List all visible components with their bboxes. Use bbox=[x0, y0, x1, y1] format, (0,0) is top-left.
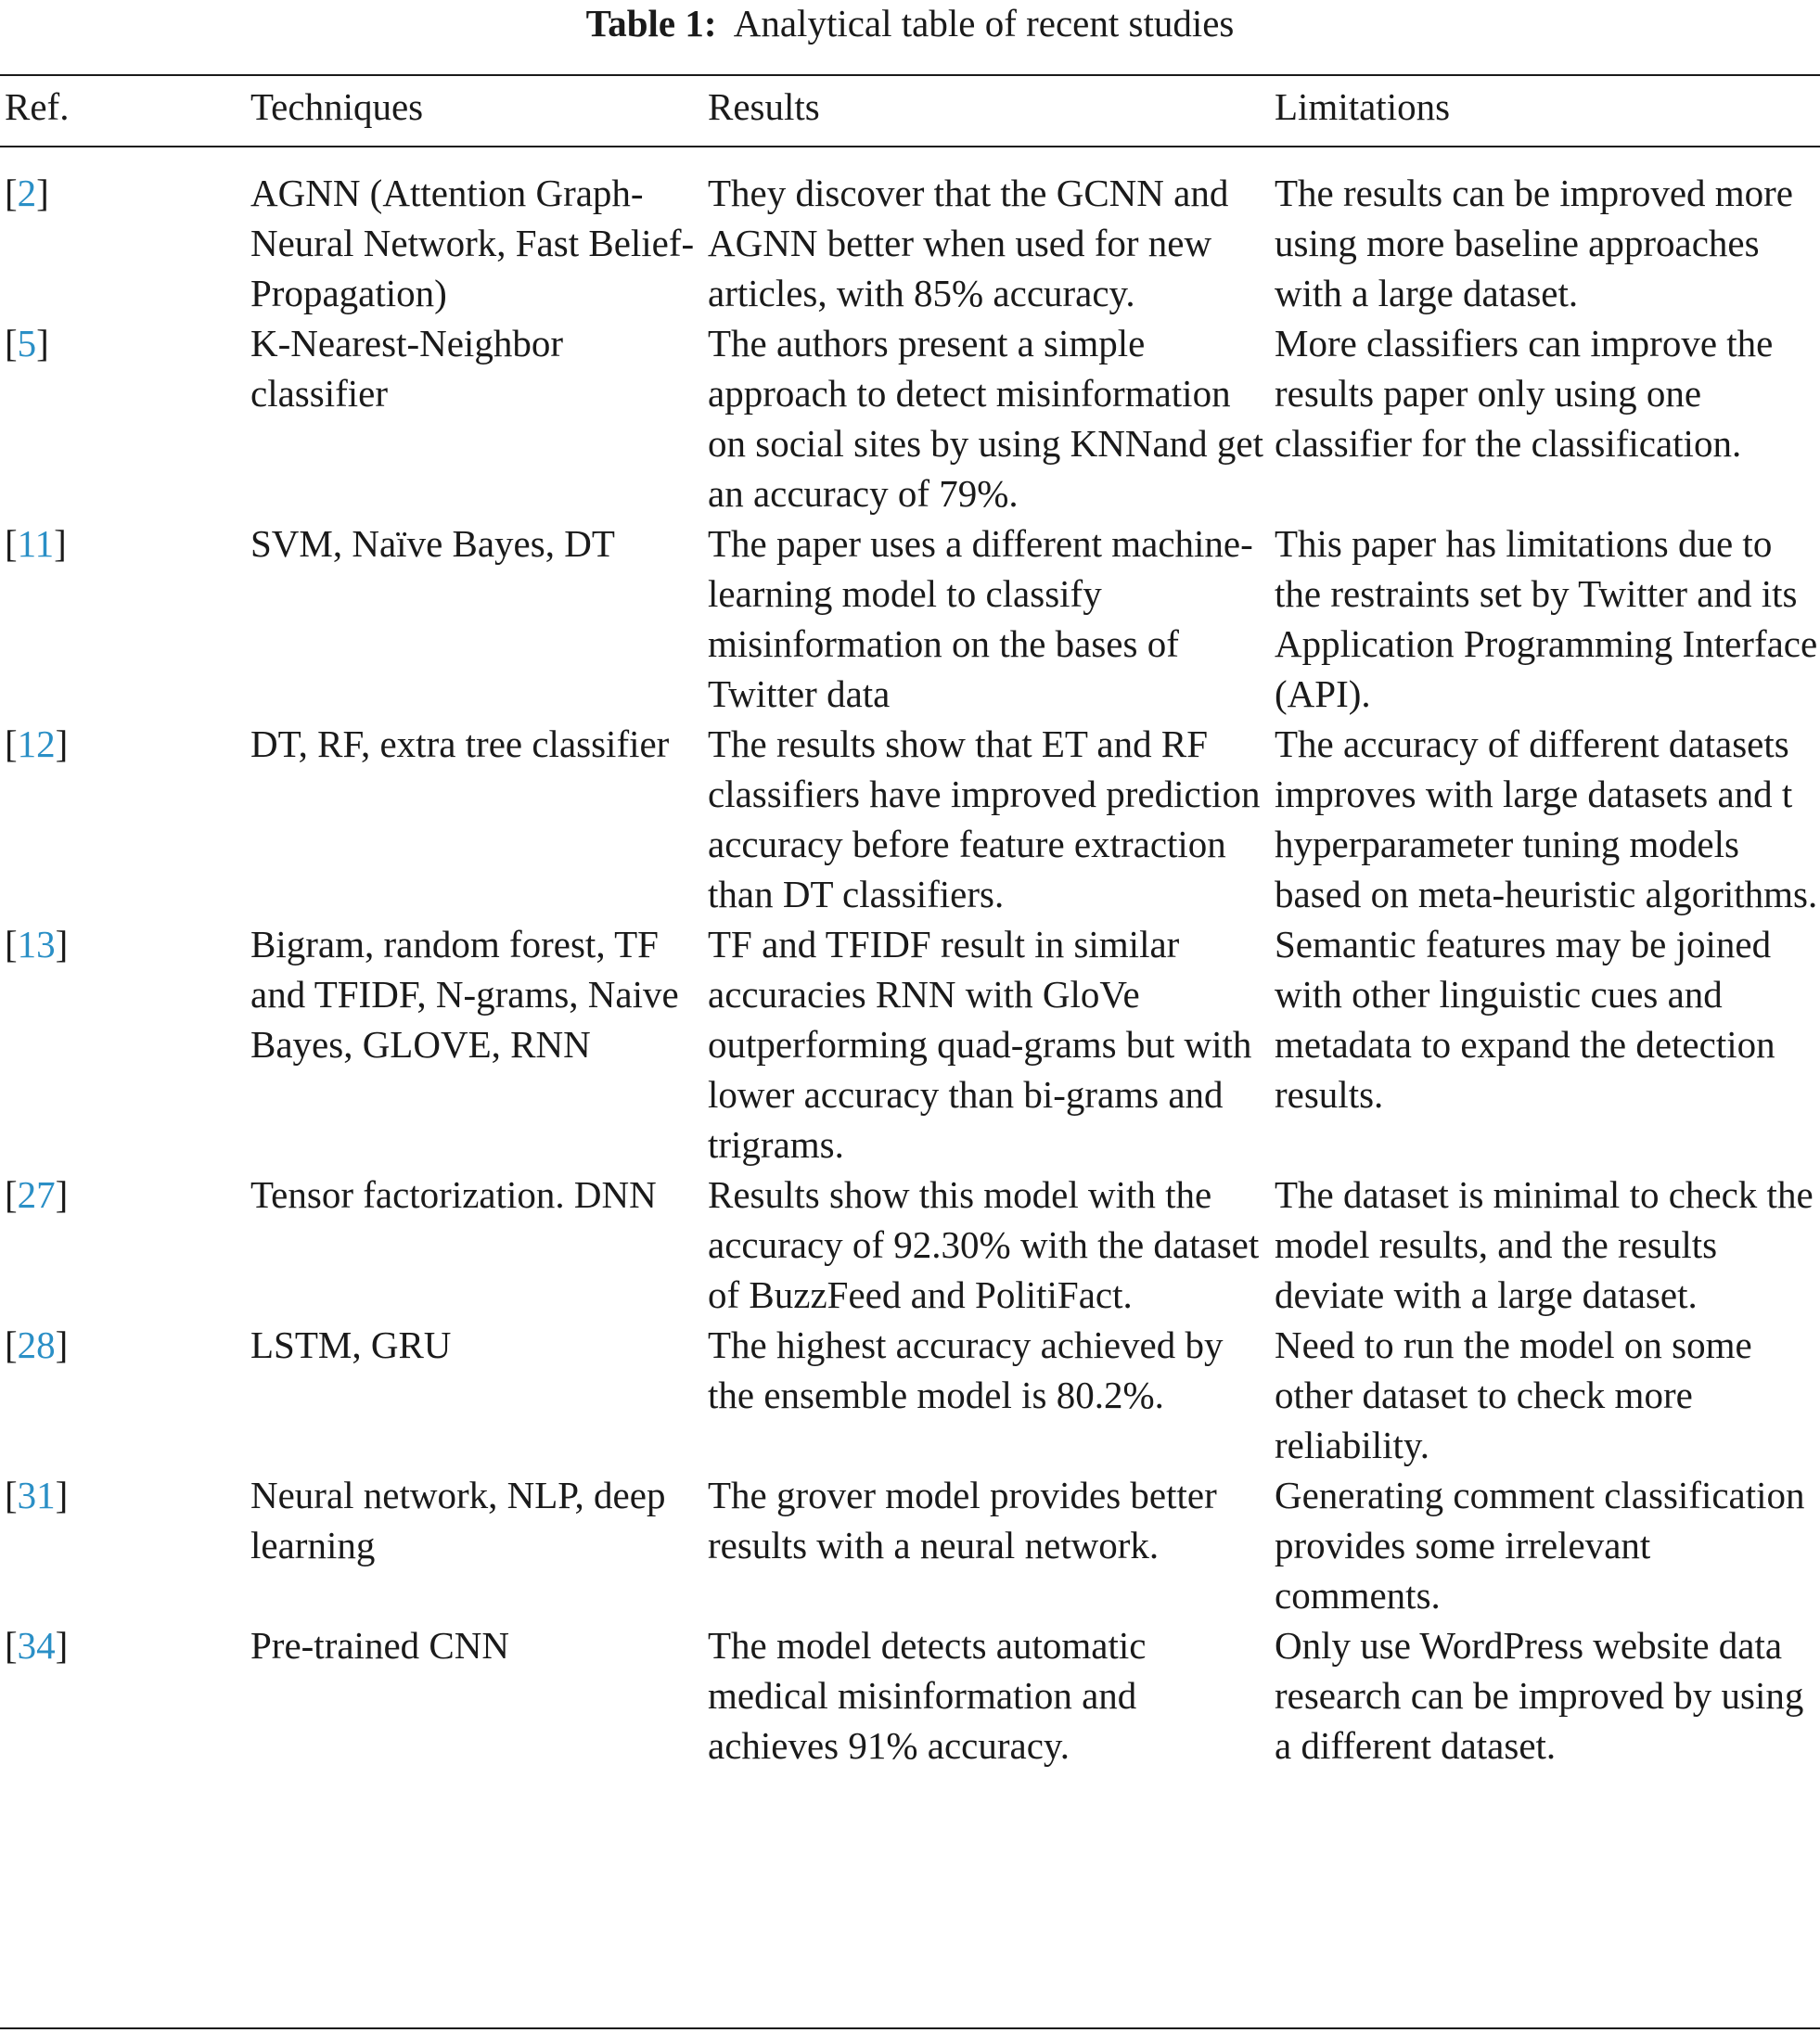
reference-link[interactable]: 28 bbox=[17, 1323, 56, 1366]
cell-limitations: This paper has limitations due to the restraints set by Twitter and its Application Programming Interface (API). bbox=[1275, 522, 1818, 715]
reference-link[interactable]: 2 bbox=[17, 172, 37, 214]
cell-ref: [5] bbox=[5, 322, 49, 364]
cell-limitations: Semantic features may be joined with other linguistic cues and metadata to expand the detection results. bbox=[1275, 923, 1775, 1116]
reference-link[interactable]: 34 bbox=[17, 1624, 56, 1667]
table-row bbox=[0, 1170, 1820, 1320]
cell-results: The paper uses a different machine-learning model to classify misinformation on the bases of Twitter data bbox=[708, 522, 1253, 715]
cell-techniques: Neural network, NLP, deep learning bbox=[250, 1474, 666, 1566]
cell-results: The authors present a simple approach to detect misinformation on social sites by using KNNand get an accuracy of 79%. bbox=[708, 322, 1263, 515]
table-row bbox=[0, 1620, 1820, 1771]
cell-limitations: The accuracy of different datasets improves with large datasets and t hyperparameter tuning models based on meta-heuristic algorithms. bbox=[1275, 722, 1818, 915]
reference-link[interactable]: 27 bbox=[17, 1173, 56, 1216]
cell-limitations: Need to run the model on some other dataset to check more reliability. bbox=[1275, 1323, 1752, 1466]
cell-techniques: Bigram, random forest, TF and TFIDF, N-grams, Naive Bayes, GLOVE, RNN bbox=[250, 923, 679, 1066]
cell-results: They discover that the GCNN and AGNN better when used for new articles, with 85% accuracy. bbox=[708, 172, 1229, 314]
cell-ref: [28] bbox=[5, 1323, 69, 1366]
table-row bbox=[0, 1320, 1820, 1470]
table-header bbox=[0, 76, 1820, 146]
table-row bbox=[0, 719, 1820, 919]
cell-results: TF and TFIDF result in similar accuracies RNN with GloVe outperforming quad-grams but with lower accuracy than bi-grams and trigrams. bbox=[708, 923, 1252, 1166]
reference-link[interactable]: 31 bbox=[17, 1474, 56, 1516]
cell-ref: [34] bbox=[5, 1624, 69, 1667]
table-body bbox=[0, 146, 1820, 1771]
reference-link[interactable]: 5 bbox=[17, 322, 37, 364]
cell-results: The highest accuracy achieved by the ensemble model is 80.2%. bbox=[708, 1323, 1224, 1416]
cell-results: The grover model provides better results with a neural network. bbox=[708, 1474, 1217, 1566]
cell-ref: [31] bbox=[5, 1474, 69, 1516]
header-results: Results bbox=[708, 85, 820, 128]
reference-link[interactable]: 11 bbox=[17, 522, 55, 565]
cell-results: The model detects automatic medical misinformation and achieves 91% accuracy. bbox=[708, 1624, 1147, 1767]
header-limitations: Limitations bbox=[1275, 85, 1451, 128]
header-ref: Ref. bbox=[5, 85, 70, 128]
table-caption-label: Table 1: bbox=[585, 2, 717, 45]
cell-limitations: Only use WordPress website data research can be improved by using a different dataset. bbox=[1275, 1624, 1804, 1767]
table-caption-text: Analytical table of recent studies bbox=[733, 2, 1235, 45]
cell-techniques: K-Nearest-Neighbor classifier bbox=[250, 322, 563, 415]
reference-link[interactable]: 12 bbox=[17, 722, 56, 765]
reference-link[interactable]: 13 bbox=[17, 923, 56, 965]
cell-ref: [2] bbox=[5, 172, 49, 214]
cell-techniques: LSTM, GRU bbox=[250, 1323, 452, 1366]
cell-techniques: SVM, Naïve Bayes, DT bbox=[250, 522, 615, 565]
table-row bbox=[0, 919, 1820, 1170]
cell-techniques: Tensor factorization. DNN bbox=[250, 1173, 657, 1216]
table-bottom-rule bbox=[0, 2027, 1820, 2029]
table-row bbox=[0, 146, 1820, 318]
table-row bbox=[0, 318, 1820, 518]
studies-table bbox=[0, 76, 1820, 1771]
cell-ref: [13] bbox=[5, 923, 69, 965]
cell-techniques: Pre-trained CNN bbox=[250, 1624, 509, 1667]
cell-techniques: DT, RF, extra tree classifier bbox=[250, 722, 670, 765]
cell-results: Results show this model with the accuracy of 92.30% with the dataset of BuzzFeed and PolitiFact. bbox=[708, 1173, 1260, 1316]
header-row bbox=[0, 76, 1820, 146]
header-techniques: Techniques bbox=[250, 85, 424, 128]
cell-ref: [12] bbox=[5, 722, 69, 765]
table-row bbox=[0, 518, 1820, 719]
cell-limitations: The dataset is minimal to check the model results, and the results deviate with a large dataset. bbox=[1275, 1173, 1814, 1316]
cell-ref: [27] bbox=[5, 1173, 69, 1216]
cell-limitations: Generating comment classification provides some irrelevant comments. bbox=[1275, 1474, 1805, 1617]
table-row bbox=[0, 1470, 1820, 1620]
cell-techniques: AGNN (Attention Graph-Neural Network, Fast Belief-Propagation) bbox=[250, 172, 695, 314]
cell-ref: [11] bbox=[5, 522, 67, 565]
cell-results: The results show that ET and RF classifiers have improved prediction accuracy before feature extraction than DT classifiers. bbox=[708, 722, 1261, 915]
cell-limitations: The results can be improved more using more baseline approaches with a large dataset. bbox=[1275, 172, 1794, 314]
cell-limitations: More classifiers can improve the results paper only using one classifier for the classification. bbox=[1275, 322, 1774, 465]
table-caption bbox=[0, 0, 1820, 46]
